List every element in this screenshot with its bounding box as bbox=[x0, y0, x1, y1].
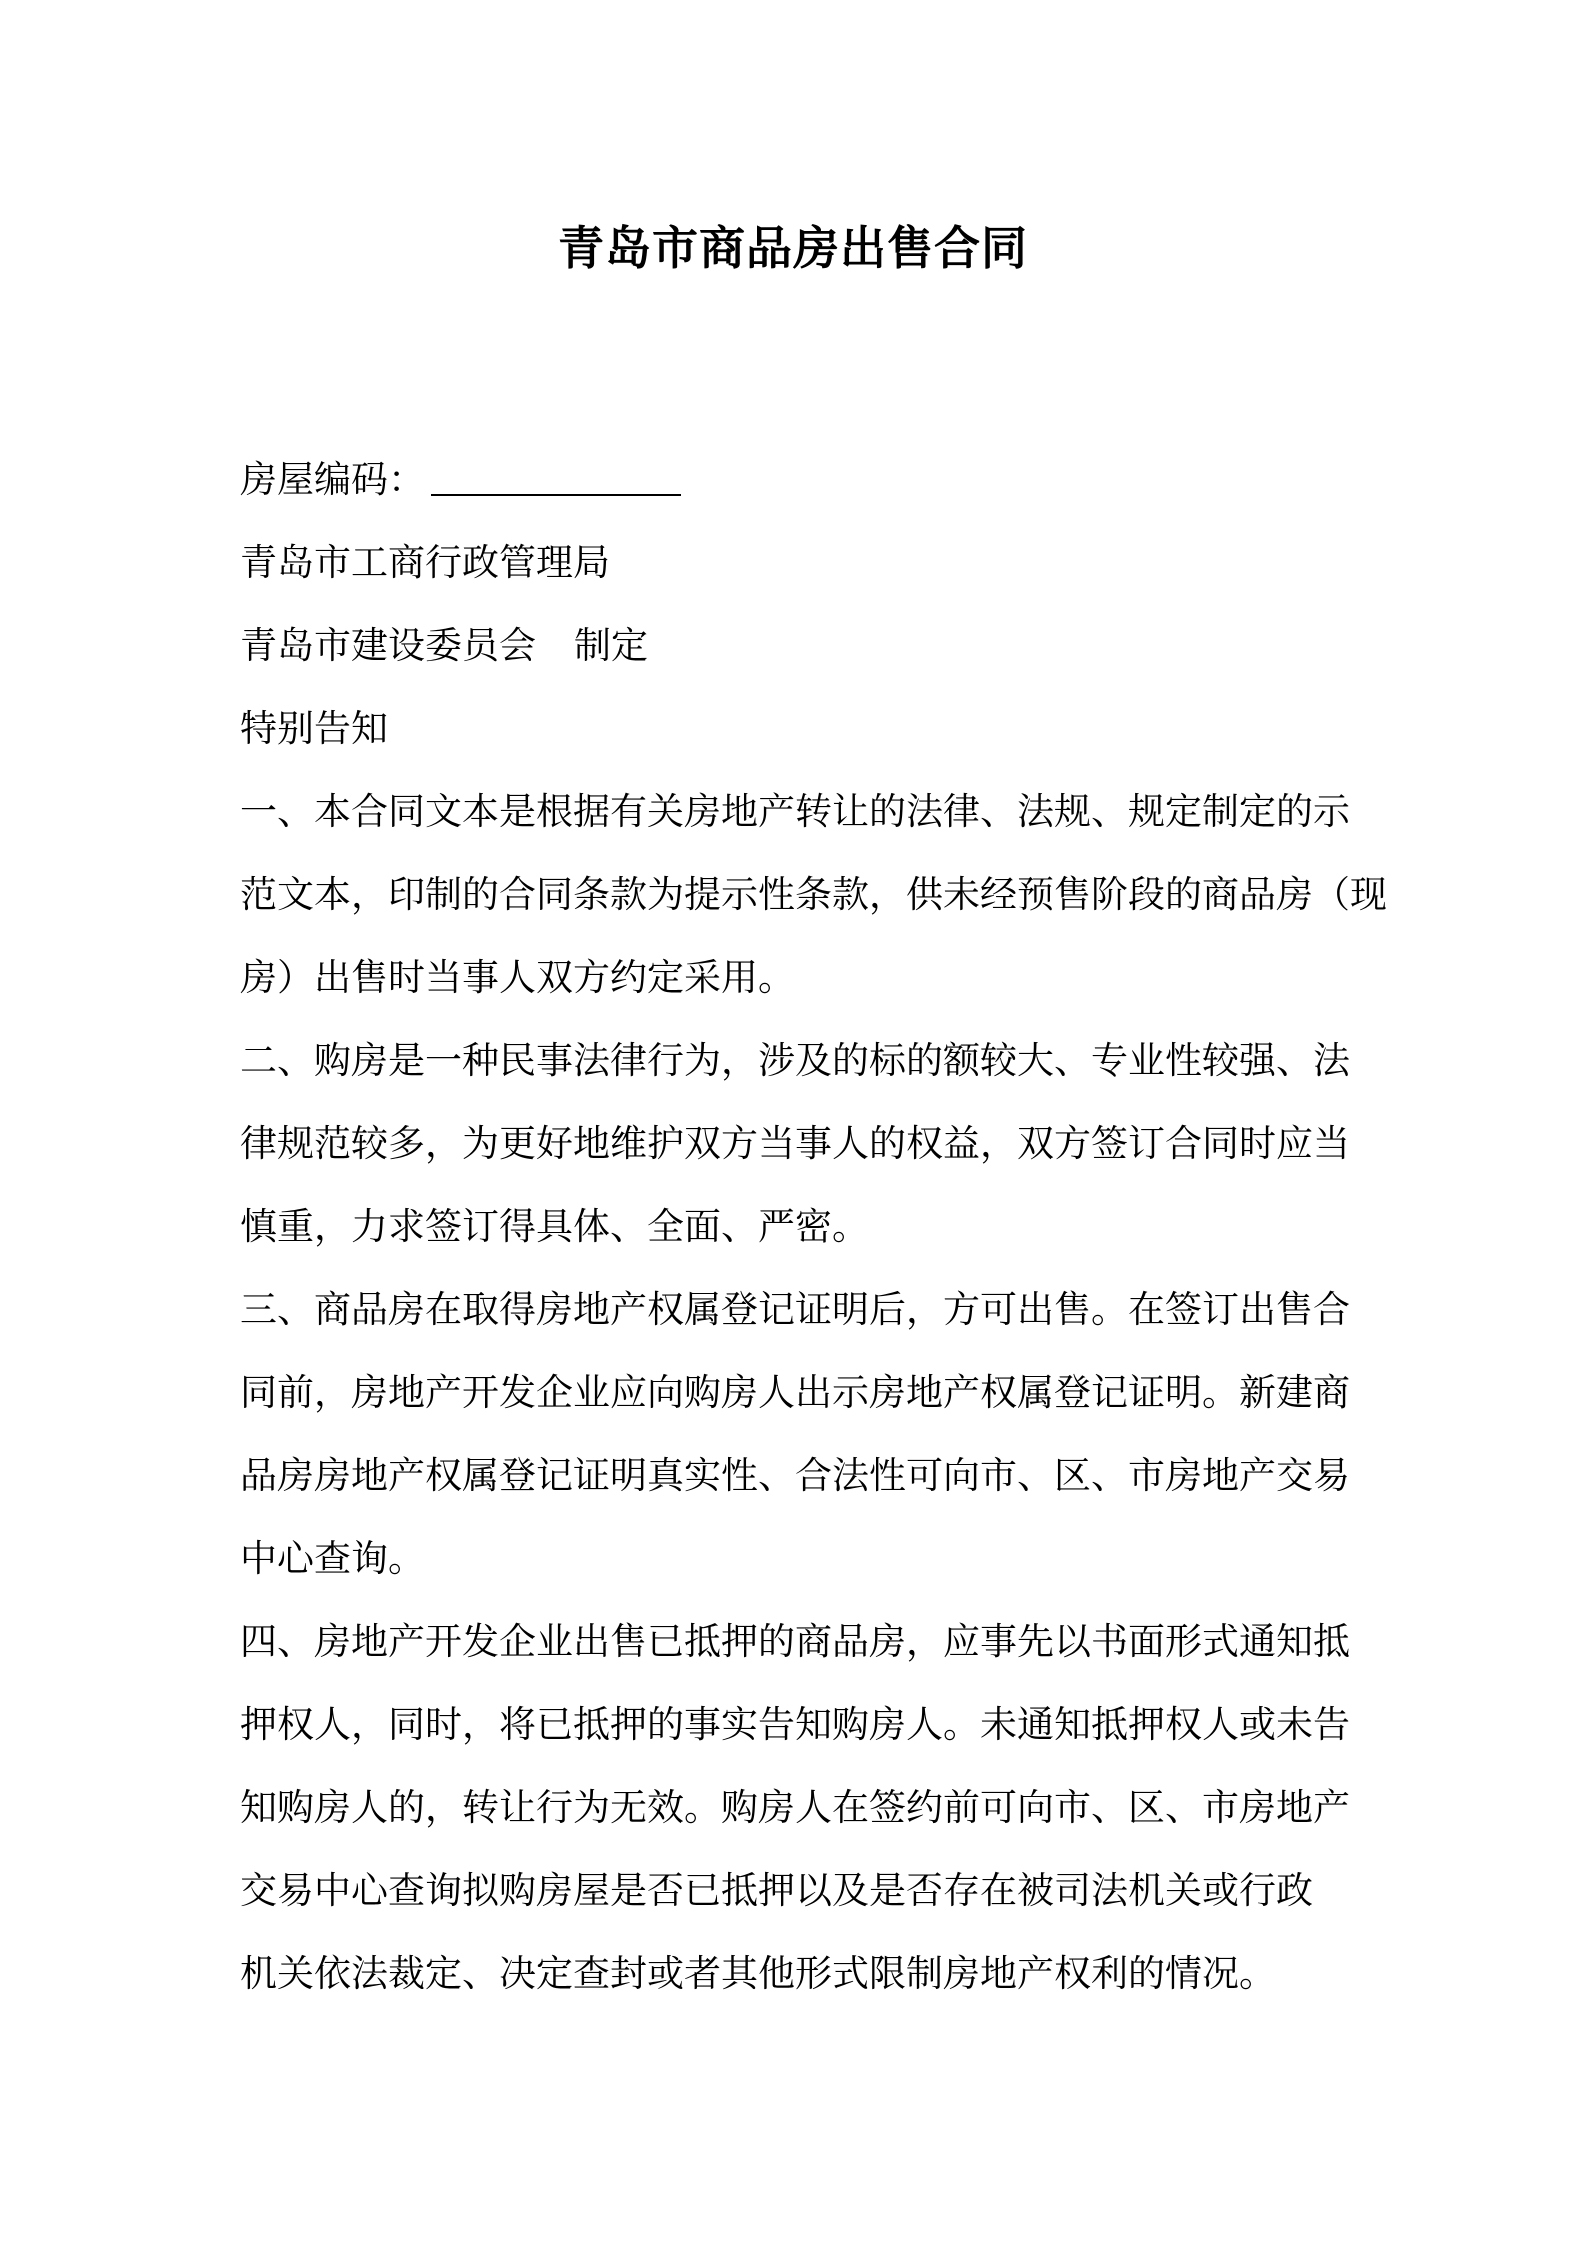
notice-heading: 特别告知 bbox=[240, 707, 388, 750]
notice-paragraph-3 bbox=[240, 1268, 1360, 1600]
house-code-label: 房屋编码： bbox=[240, 458, 425, 501]
issuer-suffix: 制定 bbox=[574, 624, 648, 667]
paragraph-line: 同前，房地产开发企业应向购房人出示房地产权属登记证明。新建商 bbox=[240, 1371, 1350, 1414]
paragraph-line: 中心查询。 bbox=[240, 1537, 425, 1580]
paragraph-line: 品房房地产权属登记证明真实性、合法性可向市、区、市房地产交易 bbox=[240, 1454, 1350, 1497]
issuer-line-1: 青岛市工商行政管理局 bbox=[240, 541, 610, 584]
document-title: 青岛市商品房出售合同 bbox=[558, 221, 1028, 275]
notice-paragraph-4 bbox=[240, 1600, 1360, 2015]
paragraph-line: 房）出售时当事人双方约定采用。 bbox=[240, 956, 795, 999]
paragraph-line: 四、房地产开发企业出售已抵押的商品房，应事先以书面形式通知抵 bbox=[240, 1620, 1350, 1663]
paragraph-line: 慎重，力求签订得具体、全面、严密。 bbox=[240, 1205, 869, 1248]
document-body bbox=[240, 438, 1387, 2015]
notice-paragraph-2 bbox=[240, 1019, 1360, 1268]
paragraph-line: 机关依法裁定、决定查封或者其他形式限制房地产权利的情况。 bbox=[240, 1952, 1276, 1995]
house-code-row bbox=[240, 438, 1360, 521]
paragraph-line: 知购房人的，转让行为无效。购房人在签约前可向市、区、市房地产 bbox=[240, 1786, 1350, 1829]
paragraph-line: 律规范较多，为更好地维护双方当事人的权益，双方签订合同时应当 bbox=[240, 1122, 1350, 1165]
issuer-name-2: 青岛市建设委员会 bbox=[240, 624, 536, 667]
paragraph-line: 三、商品房在取得房地产权属登记证明后，方可出售。在签订出售合 bbox=[240, 1288, 1350, 1331]
paragraph-line: 交易中心查询拟购房屋是否已抵押以及是否存在被司法机关或行政 bbox=[240, 1869, 1313, 1912]
paragraph-line: 二、购房是一种民事法律行为，涉及的标的额较大、专业性较强、法 bbox=[240, 1039, 1350, 1082]
issuer-line-2 bbox=[240, 604, 1360, 687]
house-code-blank-field bbox=[431, 458, 681, 496]
paragraph-line: 一、本合同文本是根据有关房地产转让的法律、法规、规定制定的示 bbox=[240, 790, 1350, 833]
notice-paragraph-1 bbox=[240, 770, 1387, 1019]
paragraph-line: 押权人，同时，将已抵押的事实告知购房人。未通知抵押权人或未告 bbox=[240, 1703, 1350, 1746]
paragraph-line: 范文本，印制的合同条款为提示性条款，供未经预售阶段的商品房（现 bbox=[240, 873, 1387, 916]
